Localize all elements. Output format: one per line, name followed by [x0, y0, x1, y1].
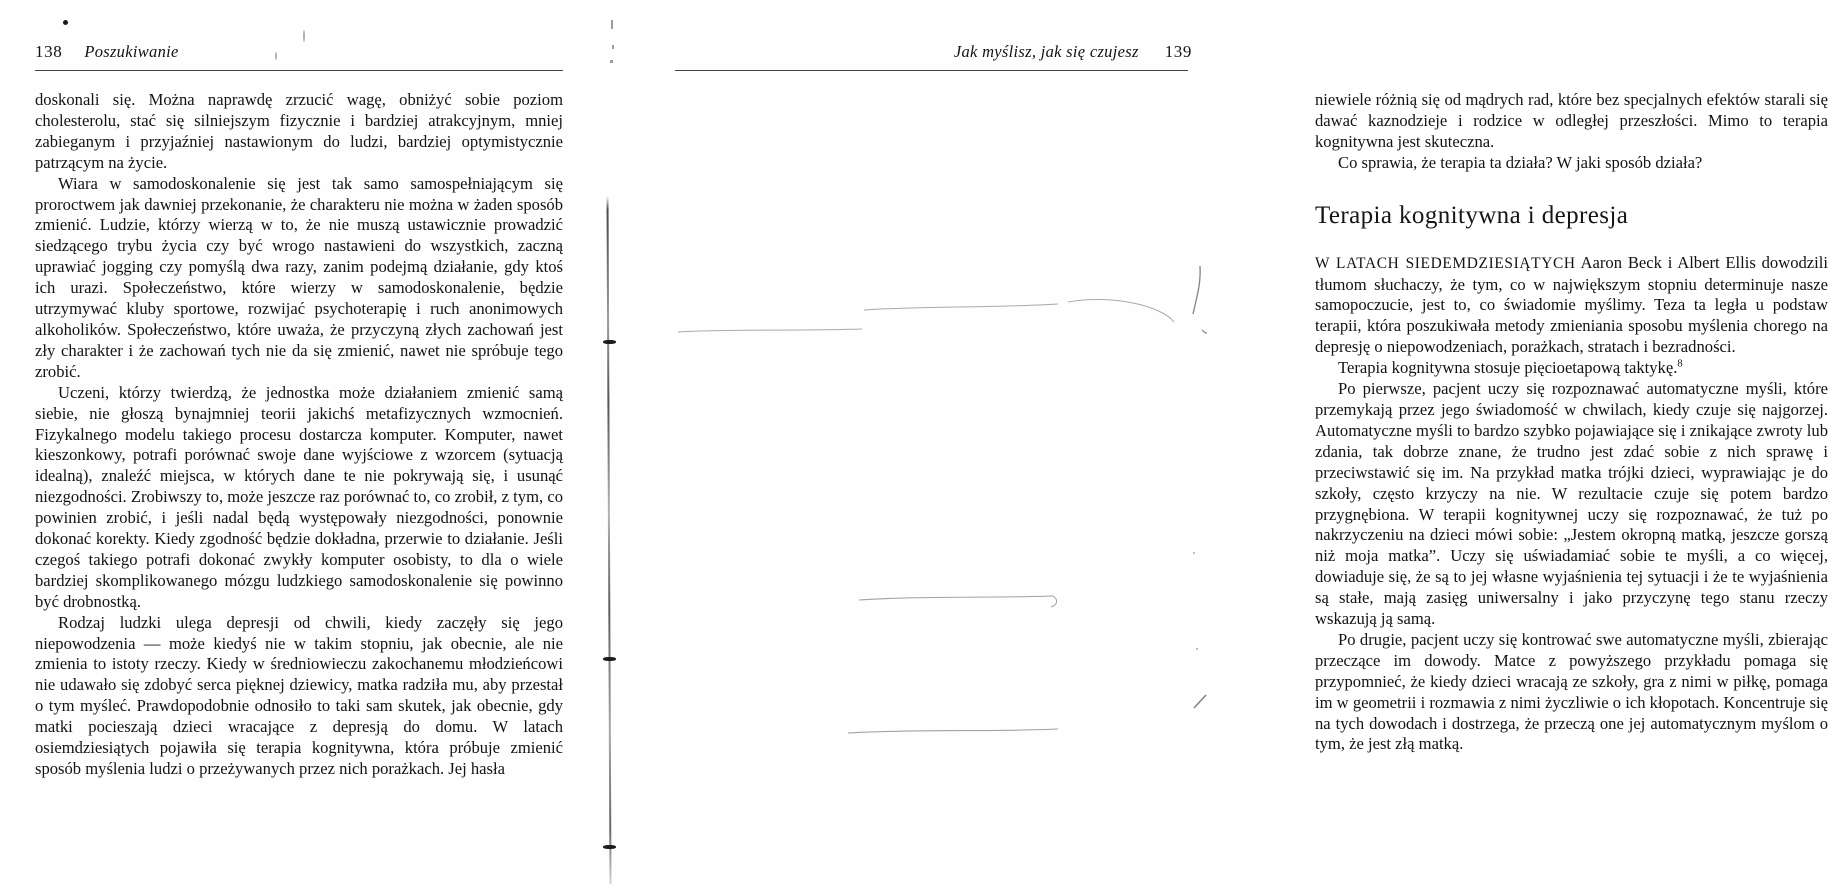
paragraph: doskonali się. Można naprawdę zrzucić wagę, obniżyć sobie poziom cholesterolu, stać się silniejszym fizycznie i bardziej atrakcyjnym, mniej zabieganym i przyjaźniej nastawionym do ludzi, bardziej optymistycznie patrzącym na życie. — [35, 90, 563, 172]
scan-speck — [303, 30, 305, 42]
paragraph: Co sprawia, że terapia ta działa? W jaki sposób działa? — [1338, 152, 1703, 172]
paragraph-taktyka-text: Terapia kognitywna stosuje pięcioetapową taktykę. — [1338, 358, 1678, 378]
paragraph: Uczeni, którzy twierdzą, że jednostka może działaniem zmienić samą siebie, nie głoszą bynajmniej teorii jakichś metafizycznych wzmocnień. Fizykalnego modelu takiego procesu dostarcza komputer. Komputer, nawet kieszonkowy, potrafi porównać swoje dane wyjściowe z wzorcem (sytuacją idealną), znaleźć miejsca, w których dane te nie pokrywają się, i usunąć niezgodności. Zrobiwszy to, może jeszcze raz porównać to, co zrobił, z tym, co powinien zrobić, i jeśli nadal będą występowały niezgodności, ponownie dokonać korekty. Kiedy zgodność będzie dokładna, przerwie to działanie. Jeśli czegoś takiego potrafi dokonać zwykły komputer osobisty, to dla o wiele bardziej skomplikowanego mózgu ludzkiego samodoskonalenie się powinno być drobnostką. — [35, 382, 563, 611]
right-running-head — [954, 42, 1192, 66]
pencil-underline-annotation — [846, 718, 1062, 740]
right-page-number: 139 — [1164, 42, 1192, 61]
left-head-rule — [35, 70, 563, 71]
right-page — [640, 0, 1828, 894]
paragraph: Wiara w samodoskonalenie się jest tak samo samospełniającym się proroctwem jak dawniej przekonanie, że charakteru nie można w żaden sposób zmienić. Ludzie, którzy wierzą w to, że nie muszą ustawicznie prowadzić siedzącego trybu życia czy być wrogo nastawieni do wszystkich, zaczną uprawiać jogging czy pomyślą dwa razy, zanim podejmą działanie, gdy ktoś ich urazi. Społeczeństwo, które wierzy w samodoskonalenie, będzie utrzymywać kluby sportowe, rozwijać psychoterapię i ruch anonimowych alkoholików. Społeczeństwo, które uważa, że przyczyną złych zachowań jest zły charakter i że zachowań tych nie da się zmienić, nawet nie spróbuje tego zrobić. — [35, 173, 563, 381]
pencil-margin-tick — [1192, 692, 1228, 726]
scan-speck — [275, 52, 277, 60]
left-running-head — [35, 42, 179, 66]
paragraph: Po drugie, pacjent uczy się kontrować swe automatyczne myśli, zbierając przeczące im dowody. Matce z powyższego przykładu pomaga się przypomnieć, że kiedy dzieci wracają ze szkoły, gra z nimi w piłkę, pomaga im w geometrii i rozmawia z nimi życzliwie o ich kłopotach. Koncentruje się na tych dowodach i dostrzega, że przeczą one jej automatycznym myślom o tym, że jest złą matką. — [1315, 629, 1828, 754]
right-head-rule — [675, 70, 1188, 71]
section-heading: Terapia kognitywna i depresja — [1315, 201, 1629, 229]
footnote-marker: 8 — [1677, 358, 1683, 370]
left-page — [0, 0, 600, 894]
gutter-mark — [603, 845, 616, 849]
gutter-mark — [603, 340, 616, 344]
paragraph: Rodzaj ludzki ulega depresji od chwili, kiedy zaczęły się jego niepowodzenia — może kiedyś nie w takim stopniu, jak obecnie, ale nie zmienia to istoty rzeczy. Kiedy w średniowieczu zakochanemu młodzieńcowi nie udawało się zdobyć serca pięknej dziewicy, matka radziła mu, aby przestał o tym myśleć. Prawdopodobnie odnosiło to taki sam skutek, jak obecnie, gdy matki pocieszają dzieci wracające z depresją do domu. W latach osiemdziesiątych pojawiła się terapia kognitywna, która próbuje zmienić sposób myślenia ludzi o przeżywanych przez nich porażkach. Jej hasła — [35, 612, 563, 778]
scan-speck — [1193, 552, 1195, 554]
right-text-column — [1315, 90, 1828, 755]
ink-speck — [63, 20, 68, 25]
scan-speck — [610, 60, 613, 63]
right-running-title: Jak myślisz, jak się czujesz — [953, 42, 1139, 61]
paragraph-taktyka — [1315, 358, 1828, 379]
small-caps-opener: W LATACH SIEDEMDZIESIĄTYCH — [1315, 254, 1576, 272]
book-gutter-shadow — [606, 196, 611, 884]
pencil-underline-annotation — [676, 318, 866, 340]
pencil-underline-annotation — [857, 584, 1063, 612]
pencil-underline-annotation — [862, 292, 1188, 336]
paragraph: Po pierwsze, pacjent uczy się rozpoznawać automatyczne myśli, które przemykają przez jego świadomość w chwilach, kiedy czuje się najgorzej. Automatyczne myśli to bardzo szybko pojawiające się i znikające zwroty lub zdania, tak dobrze znane, że trudno jest zdać sobie z nich sprawę i przeciwstawić się im. Na przykład matka trójki dzieci, wyprawiając je do szkoły, często krzyczy na nie. W rezultacie czuje się potem bardzo przygnębiona. W terapii kognitywnej uczy się rozpoznawać, że tuż po nakrzyczeniu na dzieci mówi sobie: „Jestem okropną matką, jeszcze gorszą niż moja matka”. Uczy się uświadamiać sobie te myśli, a co więcej, dowiaduje się, że są to jej własne wyjaśnienia tej sytuacji i że te wyjaśnienia są stałe, mają zasięg uniwersalny i jako przyczynę tego stanu rzeczy wskazują ją samą. — [1315, 379, 1828, 629]
scan-speck — [611, 20, 613, 29]
pencil-margin-mark — [1186, 262, 1226, 372]
opening-paragraph — [1315, 253, 1828, 359]
scan-speck — [1196, 648, 1198, 650]
gutter-mark — [603, 657, 616, 661]
opening-paragraph-rest: Aaron Beck i Albert Ellis dowodzili tłumom słuchaczy, że tym, co w największym stopniu determinuje nasze samopoczucie, jest to, co świadomie myślimy. Teza ta legła u podstaw terapii, która poszukiwała metody zmieniania sposobu myślenia chorego na depresję o niepowodzeniach, porażkach, stratach i bezradności. — [1315, 252, 1828, 357]
left-running-title: Poszukiwanie — [84, 42, 179, 61]
paragraph: niewiele różnią się od mądrych rad, które bez specjalnych efektów starali się dawać kaznodzieje i rodzice w odległej przeszłości. Mimo to terapia kognitywna jest skuteczna. — [1315, 90, 1828, 151]
scan-speck — [612, 45, 614, 49]
left-page-number: 138 — [35, 42, 63, 61]
left-text-column — [35, 90, 563, 780]
